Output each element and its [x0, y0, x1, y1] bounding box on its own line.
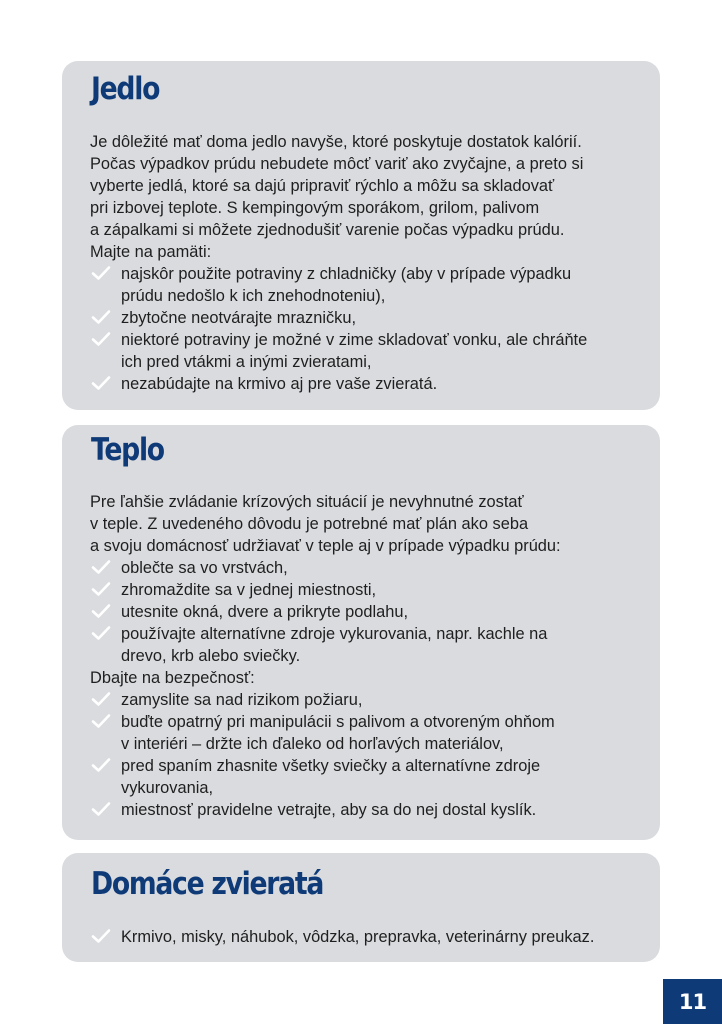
paragraph-line: a svoju domácnosť udržiavať v teple aj v prípade výpadku prúdu: [90, 537, 561, 555]
section-teplo [62, 425, 660, 840]
list-item [90, 601, 642, 623]
check-icon [91, 625, 111, 641]
check-icon [91, 928, 111, 944]
paragraph-line: vyberte jedlá, ktoré sa dajú pripraviť rýchlo a môžu sa skladovať [90, 177, 555, 195]
list-item [90, 711, 642, 755]
list-item [90, 689, 642, 711]
paragraph-line: pri izbovej teplote. S kempingovým sporákom, grilom, palivom [90, 199, 540, 217]
checklist [90, 926, 642, 948]
list-item-text: v interiéri – držte ich ďaleko od horľavých materiálov, [121, 735, 504, 753]
safety-checklist [90, 689, 642, 821]
list-item-text: niektoré potraviny je možné v zime skladovať vonku, ale chráňte [121, 331, 588, 349]
check-icon [91, 559, 111, 575]
list-item-text: buďte opatrný pri manipulácii s palivom a otvoreným ohňom [121, 713, 555, 731]
check-icon [91, 265, 111, 281]
paragraph-line: Majte na pamäti: [90, 243, 212, 261]
intro-paragraph [90, 131, 642, 263]
list-item [90, 307, 642, 329]
list-item-text: pred spaním zhasnite všetky sviečky a alternatívne zdroje [121, 757, 541, 775]
check-icon [91, 581, 111, 597]
paragraph-line: Je dôležité mať doma jedlo navyše, ktoré poskytuje dostatok kalórií. [90, 133, 582, 151]
list-item [90, 623, 642, 667]
list-item-text: najskôr použite potraviny z chladničky (aby v prípade výpadku [121, 265, 572, 283]
intro-paragraph [90, 491, 642, 557]
list-item-text: zamyslite sa nad rizikom požiaru, [121, 691, 363, 709]
paragraph-line: Počas výpadkov prúdu nebudete môcť variť ako zvyčajne, a preto si [90, 155, 584, 173]
list-item-text: ich pred vtákmi a inými zvieratami, [121, 353, 372, 371]
list-item-text: vykurovania, [121, 779, 214, 797]
list-item-text: používajte alternatívne zdroje vykurovania, napr. kachle na [121, 625, 548, 643]
list-item-text: nezabúdajte na krmivo aj pre vaše zvieratá. [121, 375, 438, 393]
check-icon [91, 375, 111, 391]
paragraph-line: v teple. Z uvedeného dôvodu je potrebné mať plán ako seba [90, 515, 529, 533]
list-item [90, 799, 642, 821]
section-heading: Domáce zvieratá [91, 866, 324, 902]
list-item [90, 329, 642, 373]
check-icon [91, 331, 111, 347]
list-item [90, 557, 642, 579]
check-icon [91, 713, 111, 729]
checklist [90, 263, 642, 395]
list-item [90, 926, 642, 948]
check-icon [91, 801, 111, 817]
paragraph-line: Pre ľahšie zvládanie krízových situácií je nevyhnutné zostať [90, 493, 524, 511]
paragraph-line: a zápalkami si môžete zjednodušiť varenie počas výpadku prúdu. [90, 221, 565, 239]
check-icon [91, 691, 111, 707]
check-icon [91, 603, 111, 619]
section-body [90, 926, 642, 948]
list-item-text: zbytočne neotvárajte mrazničku, [121, 309, 357, 327]
list-item [90, 263, 642, 307]
list-item-text: utesnite okná, dvere a prikryte podlahu, [121, 603, 409, 621]
section-body [90, 491, 642, 821]
list-item [90, 579, 642, 601]
section-domace-zvierata [62, 853, 660, 962]
check-icon [91, 309, 111, 325]
checklist [90, 557, 642, 667]
page-number: 11 [663, 979, 722, 1024]
section-heading: Teplo [91, 432, 164, 468]
list-item-text: prúdu nedošlo k ich znehodnoteniu), [121, 287, 386, 305]
check-icon [91, 757, 111, 773]
section-jedlo [62, 61, 660, 410]
list-item-text: zhromaždite sa v jednej miestnosti, [121, 581, 377, 599]
safety-label: Dbajte na bezpečnosť: [90, 669, 255, 687]
list-item-text: Krmivo, misky, náhubok, vôdzka, prepravka, veterinárny preukaz. [121, 928, 595, 946]
list-item-text: miestnosť pravidelne vetrajte, aby sa do nej dostal kyslík. [121, 801, 537, 819]
section-body [90, 131, 642, 395]
list-item-text: drevo, krb alebo sviečky. [121, 647, 301, 665]
list-item [90, 373, 642, 395]
section-heading: Jedlo [91, 71, 160, 107]
list-item [90, 755, 642, 799]
list-item-text: oblečte sa vo vrstvách, [121, 559, 288, 577]
